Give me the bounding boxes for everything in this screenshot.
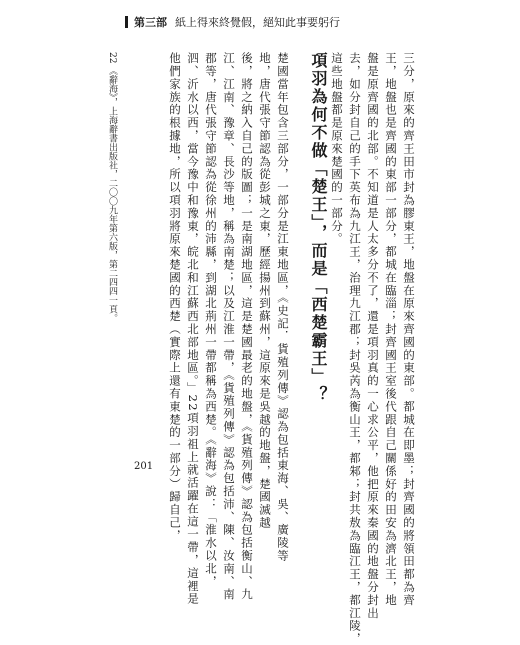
text-column: 盤是原齊國的北部。不知道是人太多分不了，還是項羽真的一心求公平，他把原來秦國的地盤分封出	[366, 52, 380, 620]
chapter-title: 項羽為何不做「楚王」，而是「西楚霸王」？	[309, 52, 328, 404]
footnote-text: 《辭海》，上海辭書出版社，二〇〇九年第六版，第二四四一頁。	[107, 66, 117, 323]
footnote-number: 22	[107, 52, 117, 64]
text-column: 三分，原來的齊王田市封為膠東王，地盤在原來齊國的東部。都城在即墨；封齊國的將領田都為齊	[402, 52, 416, 607]
text-column: 江、江南、豫章、長沙等地，稱為南楚；以及江淮一帶，《貨殖列傳》認為包括沛、陳、汝南、南	[222, 52, 236, 601]
running-header	[125, 14, 340, 30]
footnote	[106, 52, 117, 323]
text-column: 王，地盤也是齊國的東部一部分，都城在臨淄；封齊國王室後代跟自己關係好的田安為濟北王，地	[384, 52, 398, 607]
page-number: 201	[134, 461, 154, 472]
text-column: 地，唐代張守節認為從彭城之東，歷經揚州到蘇州，這原來是吳越的地盤，楚國滅越	[258, 52, 272, 530]
header-bar	[125, 16, 128, 28]
text-column: 去，如分封自己的手下英布為九江王，治理九江郡；封吳芮為衡山王，都邾；封共敖為臨江王，都江陵，	[348, 52, 362, 645]
running-title: 紙上得來終覺假，絕知此事要躬行	[175, 16, 340, 29]
part-label: 第三部	[134, 16, 167, 29]
text-column: 郡等，唐代張守節認為從徐州的沛縣，到湖北荊州一帶都稱為西楚。《辭海》說：「淮水以北，	[204, 52, 218, 589]
text-column: 這些地盤都是原來楚國的一部分。	[330, 52, 344, 246]
text-column: 楚國當年包含三部分，一部分是江東地區，《史記．貨殖列傳》認為包括東海、吳、廣陵等	[276, 52, 290, 563]
text-column: 他們家族的根據地，所以項羽將原來楚國的西楚（實際上還有東楚的一部分）歸自己，	[168, 52, 182, 543]
text-column: 後，將之納入自己的版圖；一是南湖地區，這是楚國最老的地盤，《貨殖列傳》認為包括衡山、九	[240, 52, 254, 601]
text-column: 泗、沂水以西，當今豫中和豫東，皖北和江蘇西北部地區。」22項羽祖上就活躍在這一帶，這裡是	[186, 52, 200, 606]
